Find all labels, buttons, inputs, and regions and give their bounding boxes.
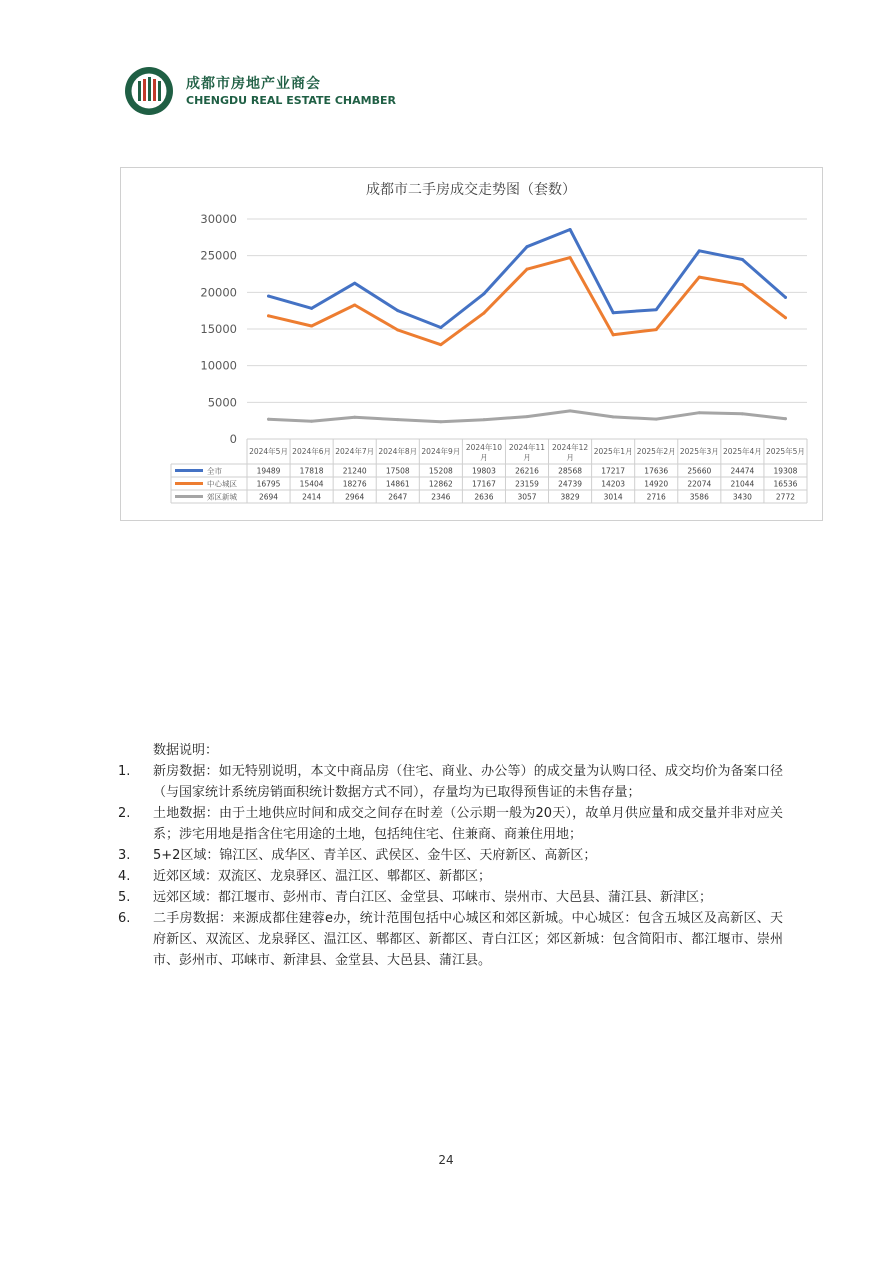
data-label: 17818: [299, 466, 324, 476]
data-label: 17217: [601, 466, 626, 476]
data-point: [267, 314, 270, 317]
note-text: 新房数据：如无特别说明，本文中商品房（住宅、商业、办公等）的成交量为认购口径、成交均价为备案口径（与国家统计系统房销面积统计数据方式不同），存量均为已取得预售证的未售存量；: [153, 764, 783, 800]
y-tick-label: 0: [229, 432, 237, 446]
data-label: 22074: [687, 479, 712, 489]
note-item: [118, 908, 783, 971]
data-point: [612, 311, 615, 314]
note-number: 5.: [118, 890, 131, 905]
org-name-cn: 成都市房地产业商会: [186, 76, 321, 92]
x-tick-label: 2024年5月: [249, 447, 288, 456]
note-text: 土地数据：由于土地供应时间和成交之间存在时差（公示期一般为20天），故单月供应量和成交量并非对应关系；涉宅用地是指含住宅用途的土地，包括纯住宅、住兼商、商兼住用地；: [153, 806, 783, 842]
note-number: 6.: [118, 911, 131, 926]
y-tick-label: 25000: [200, 248, 237, 263]
data-point: [353, 303, 356, 306]
x-tick-label: 2024年10 月: [465, 443, 502, 462]
data-point: [439, 326, 442, 329]
data-label: 2694: [258, 492, 279, 502]
data-label: 26216: [515, 466, 539, 476]
data-label: 15404: [299, 479, 324, 489]
data-point: [482, 312, 485, 315]
data-point: [784, 296, 787, 299]
data-label: 19489: [256, 466, 281, 476]
data-label: 18276: [342, 479, 367, 489]
data-point: [655, 328, 658, 331]
note-item: [118, 887, 783, 908]
x-tick-label: 2025年1月: [593, 447, 633, 456]
data-label: 2772: [775, 492, 796, 502]
data-label: 21240: [342, 466, 367, 476]
data-label: 14920: [644, 479, 669, 489]
data-point: [698, 276, 701, 279]
data-label: 17508: [385, 466, 410, 476]
note-item: [118, 866, 783, 887]
data-point: [482, 418, 485, 421]
x-tick-label: 2024年11 月: [508, 443, 546, 462]
data-point: [310, 325, 313, 328]
data-point: [267, 418, 270, 421]
data-label: 2716: [646, 492, 666, 502]
data-point: [741, 412, 744, 415]
note-number: 4.: [118, 869, 131, 884]
y-tick-label: 15000: [200, 322, 237, 336]
x-tick-label: 2025年2月: [636, 447, 676, 456]
data-label: 3014: [603, 492, 623, 502]
data-point: [698, 411, 701, 414]
x-tick-label: 2024年6月: [292, 447, 332, 456]
x-tick-label: 2024年7月: [335, 447, 375, 456]
note-item: [118, 803, 783, 845]
data-point: [439, 420, 442, 423]
data-label: 28568: [558, 466, 583, 476]
x-tick-label: 2025年5月: [766, 447, 805, 456]
x-tick-label: 2024年8月: [378, 447, 418, 456]
org-name-en: CHENGDU REAL ESTATE CHAMBER: [186, 94, 396, 107]
data-label: 3057: [517, 492, 537, 502]
data-point: [396, 309, 399, 312]
data-label: 17636: [644, 466, 669, 476]
data-label: 21044: [730, 479, 755, 489]
data-point: [741, 283, 744, 286]
data-point: [784, 316, 787, 319]
data-label: 3829: [560, 492, 580, 502]
page-header: [124, 66, 544, 116]
note-item: [118, 761, 783, 803]
data-label: 2636: [474, 492, 494, 502]
legend-label: 全市: [207, 466, 222, 476]
data-label: 16536: [773, 479, 798, 489]
x-tick-label: 2024年9月: [421, 447, 461, 456]
data-label: 2964: [345, 492, 365, 502]
data-point: [353, 282, 356, 285]
data-label: 19803: [471, 466, 496, 476]
data-point: [569, 256, 572, 259]
data-notes: [118, 740, 783, 971]
note-text: 近郊区域：双流区、龙泉驿区、温江区、郫都区、新都区；: [153, 869, 492, 884]
note-number: 3.: [118, 848, 131, 863]
data-label: 25660: [687, 466, 712, 476]
data-point: [353, 416, 356, 419]
data-label: 24739: [558, 479, 583, 489]
data-label: 23159: [515, 479, 539, 489]
data-label: 2346: [431, 492, 451, 502]
data-point: [310, 307, 313, 310]
y-tick-label: 5000: [207, 395, 237, 410]
data-point: [267, 295, 270, 298]
data-label: 24474: [730, 466, 755, 476]
note-text: 远郊区域：都江堰市、彭州市、青白江区、金堂县、邛崃市、崇州市、大邑县、蒲江县、新津区；: [153, 890, 713, 905]
data-point: [655, 308, 658, 311]
data-label: 2414: [302, 492, 322, 502]
chamber-logo: [124, 66, 174, 116]
data-label: 16795: [256, 479, 281, 489]
data-point: [526, 268, 529, 271]
data-point: [612, 415, 615, 418]
data-label: 15208: [428, 466, 453, 476]
data-point: [655, 418, 658, 421]
legend-label: 中心城区: [207, 479, 237, 489]
data-point: [784, 417, 787, 420]
data-point: [310, 420, 313, 423]
note-item: [118, 845, 783, 866]
data-point: [396, 418, 399, 421]
data-label: 17167: [471, 479, 496, 489]
line-chart: [121, 168, 822, 520]
data-label: 14203: [601, 479, 626, 489]
x-tick-label: 2025年4月: [722, 447, 762, 456]
data-label: 19308: [773, 466, 798, 476]
page-number: 24: [438, 1153, 454, 1167]
note-text: 5+2区域：锦江区、成华区、青羊区、武侯区、金牛区、天府新区、高新区；: [153, 848, 597, 863]
data-point: [698, 249, 701, 252]
chart-title: 成都市二手房成交走势图（套数）: [366, 182, 576, 198]
chart-container: [120, 167, 823, 521]
notes-title: 数据说明：: [153, 743, 219, 758]
x-tick-label: 2025年3月: [679, 447, 719, 456]
legend-label: 郊区新城: [207, 492, 237, 502]
data-point: [396, 329, 399, 332]
x-tick-label: 2024年12 月: [552, 443, 589, 462]
data-point: [612, 333, 615, 336]
data-point: [482, 292, 485, 295]
note-number: 2.: [118, 806, 131, 821]
data-point: [741, 258, 744, 261]
data-label: 2647: [388, 492, 408, 502]
note-text: 二手房数据：来源成都住建蓉e办，统计范围包括中心城区和郊区新城。中心城区：包含五城区及高新区、天府新区、双流区、龙泉驿区、温江区、郫都区、新都区、青白江区；郊区新城：包含简阳市、都江堰市、崇州市、彭州市、邛崃市、新津县、金堂县、大邑县、蒲江县。: [153, 911, 783, 968]
data-label: 3586: [689, 492, 709, 502]
note-number: 1.: [118, 764, 131, 779]
data-label: 12862: [428, 479, 453, 489]
y-tick-label: 30000: [200, 212, 237, 226]
y-tick-label: 20000: [200, 285, 237, 300]
data-point: [569, 228, 572, 231]
data-point: [439, 343, 442, 346]
data-point: [526, 415, 529, 418]
data-point: [569, 409, 572, 412]
data-point: [526, 245, 529, 248]
y-tick-label: 10000: [200, 358, 237, 373]
data-label: 3430: [732, 492, 752, 502]
data-label: 14861: [385, 479, 410, 489]
